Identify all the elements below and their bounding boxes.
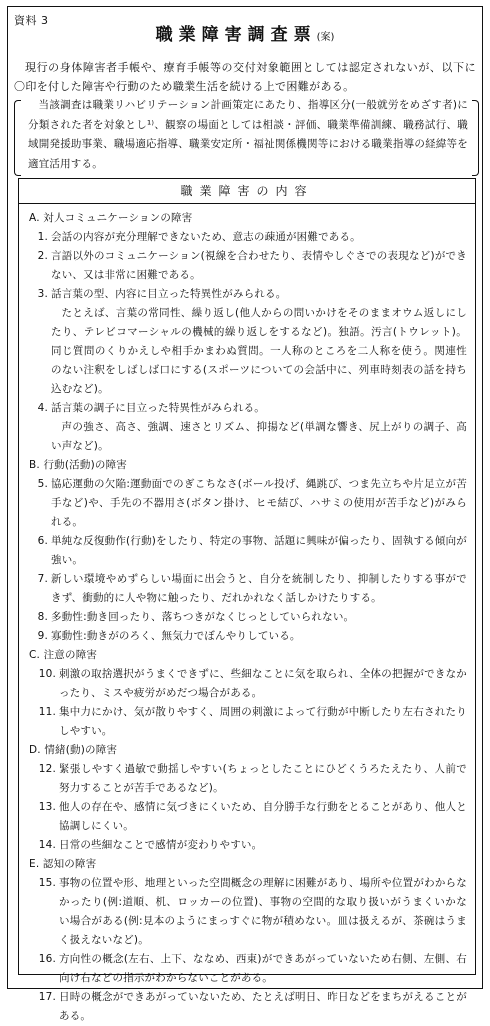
item-number: 15. xyxy=(38,877,56,889)
item-number: 1. xyxy=(37,231,48,243)
item-number: 11. xyxy=(38,706,56,718)
item-number: 8. xyxy=(37,611,48,623)
item-text: 事物の位置や形、地理といった空間概念の理解に困難があり、場所や位置がわからなかったり(例:道順、机、ロッカーの位置)、事物の空間的な取り扱いがうまくいかない場合がある(例:見本のようにまっすぐに物が積めない。皿は扱えるが、茶碗はうまく扱えないなど)。 xyxy=(59,877,467,946)
item-text: 新しい環境やめずらしい場面に出会うと、自分を統制したり、抑制したりする事ができず、衝動的に人や物に触ったり、だれかれなく話しかけたりする。 xyxy=(51,573,467,604)
title-suffix: (案) xyxy=(316,32,335,43)
list-item xyxy=(29,760,467,798)
list-item xyxy=(29,570,467,608)
content-table xyxy=(18,178,476,1022)
item-text: 協応運動の欠陥:運動面でのぎこちなさ(ボール投げ、縄跳び、つま先立ちや片足立が苦手など)や、手先の不器用さ(ボタン掛け、ヒモ結び、ハサミの使用が苦手など)がみられる。 xyxy=(51,478,467,528)
item-number: 4. xyxy=(37,402,48,414)
scope-note: 当該調査は職業リハビリテーション計画策定にあたり、指導区分(一般就労をめざす者)に分類された者を対象とし¹⁾、観察の場面としては相談・評価、職業準備訓練、職務試行、職域開発援助事業、職場適応指導、職業安定所・福祉関係機関等における職業指導の経緯等を適宜活用する。 xyxy=(28,99,468,170)
list-item xyxy=(29,836,467,855)
list-item xyxy=(29,228,467,247)
item-number: 9. xyxy=(37,630,48,642)
list-item xyxy=(29,247,467,285)
item-number: 6. xyxy=(37,535,48,547)
item-number: 10. xyxy=(38,668,56,680)
list-item xyxy=(29,798,467,836)
item-number: 13. xyxy=(38,801,56,813)
item-number: 17. xyxy=(38,991,56,1003)
item-number: 2. xyxy=(37,250,48,262)
item-detail: たとえば、言葉の常同性、繰り返し(他人からの問いかけをそのままオウム返しにしたり、テレビコマーシャルの機械的繰り返しをするなど)。独語。汚言(トウレット)。同じ質問のくりかえしや相手かまわぬ質問。一人称のところを二人称を使う。関連性のない注釈をしばしば口にする(スポーツについての会話中に、列車時刻表の話を持ち込むなど)。 xyxy=(51,307,467,395)
item-text: 寡動性:動きがのろく、無気力でぼんやりしている。 xyxy=(51,630,301,642)
list-item xyxy=(29,399,467,456)
section-heading: C. 注意の障害 xyxy=(29,649,98,661)
section-heading: B. 行動(活動)の障害 xyxy=(29,459,127,471)
list-item xyxy=(29,608,467,627)
item-text: 会話の内容が充分理解できないため、意志の疎通が困難である。 xyxy=(51,231,361,243)
item-text: 緊張しやすく過敏で動揺しやすい(ちょっとしたことにひどくうろたえたり、人前で努力することが苦手であるなど)。 xyxy=(59,763,467,794)
item-number: 14. xyxy=(38,839,56,851)
item-text: 話言葉の調子に目立った特異性がみられる。 xyxy=(51,402,265,414)
list-item xyxy=(29,475,467,532)
list-item xyxy=(29,532,467,570)
list-item xyxy=(29,950,467,988)
list-item xyxy=(29,285,467,399)
item-number: 5. xyxy=(37,478,48,490)
item-text: 他人の存在や、感情に気づきにくいため、自分勝手な行動をとることがあり、他人と協調しにくい。 xyxy=(59,801,467,832)
intro-paragraph: 現行の身体障害者手帳や、療育手帳等の交付対象範囲としては認定されないが、以下に〇印を付した障害や行動のため職業生活を続ける上で困難がある。 xyxy=(14,61,476,93)
item-text: 単純な反復動作(行動)をしたり、特定の事物、話題に興味が偏ったり、固執する傾向が強い。 xyxy=(51,535,467,566)
title-text: 職業障害調査票 xyxy=(155,25,317,45)
item-number: 16. xyxy=(38,953,56,965)
item-detail: 声の強さ、高さ、強調、速さとリズム、抑揚など(単調な響き、尻上がりの調子、高い声など)。 xyxy=(51,421,467,452)
list-item xyxy=(29,703,467,741)
content-table-header: 職業障害の内容 xyxy=(19,179,475,204)
list-item xyxy=(29,988,467,1026)
item-text: 日常の些細なことで感情が変わりやすい。 xyxy=(59,839,263,851)
item-text: 多動性:動き回ったり、落ちつきがなくじっとしていられない。 xyxy=(51,611,355,623)
item-text: 話言葉の型、内容に目立った特異性がみられる。 xyxy=(51,288,287,300)
item-number: 3. xyxy=(37,288,48,300)
item-number: 7. xyxy=(37,573,48,585)
item-number: 12. xyxy=(38,763,56,775)
list-item xyxy=(29,627,467,646)
section-heading: A. 対人コミュニケーションの障害 xyxy=(29,212,193,224)
item-text: 集中力にかけ、気が散りやすく、周囲の刺激によって行動が中断したり左右されたりしやすい。 xyxy=(59,706,467,737)
reference-label: 資料 3 xyxy=(14,14,49,27)
list-item xyxy=(29,874,467,950)
content-table-body xyxy=(19,204,475,1026)
item-text: 日時の概念ができあがっていないため、たとえば明日、昨日などをまちがえることがある。 xyxy=(59,991,467,1022)
item-text: 言語以外のコミュニケーション(視線を合わせたり、表情やしぐさでの表現など)ができない、又は非常に困難である。 xyxy=(51,250,467,281)
list-item xyxy=(29,665,467,703)
section-heading: D. 情緒(動)の障害 xyxy=(29,744,118,756)
item-text: 刺激の取捨選択がうまくできずに、些細なことに気を取られ、全体の把握ができなかったり、ミスや疲労がめだつ場合がある。 xyxy=(59,668,467,699)
item-text: 方向性の概念(左右、上下、ななめ、西東)ができあがっていないため右側、左側、右向け右などの指示がわからないことがある。 xyxy=(59,953,467,984)
document-title xyxy=(0,20,490,45)
section-heading: E. 認知の障害 xyxy=(29,858,97,870)
